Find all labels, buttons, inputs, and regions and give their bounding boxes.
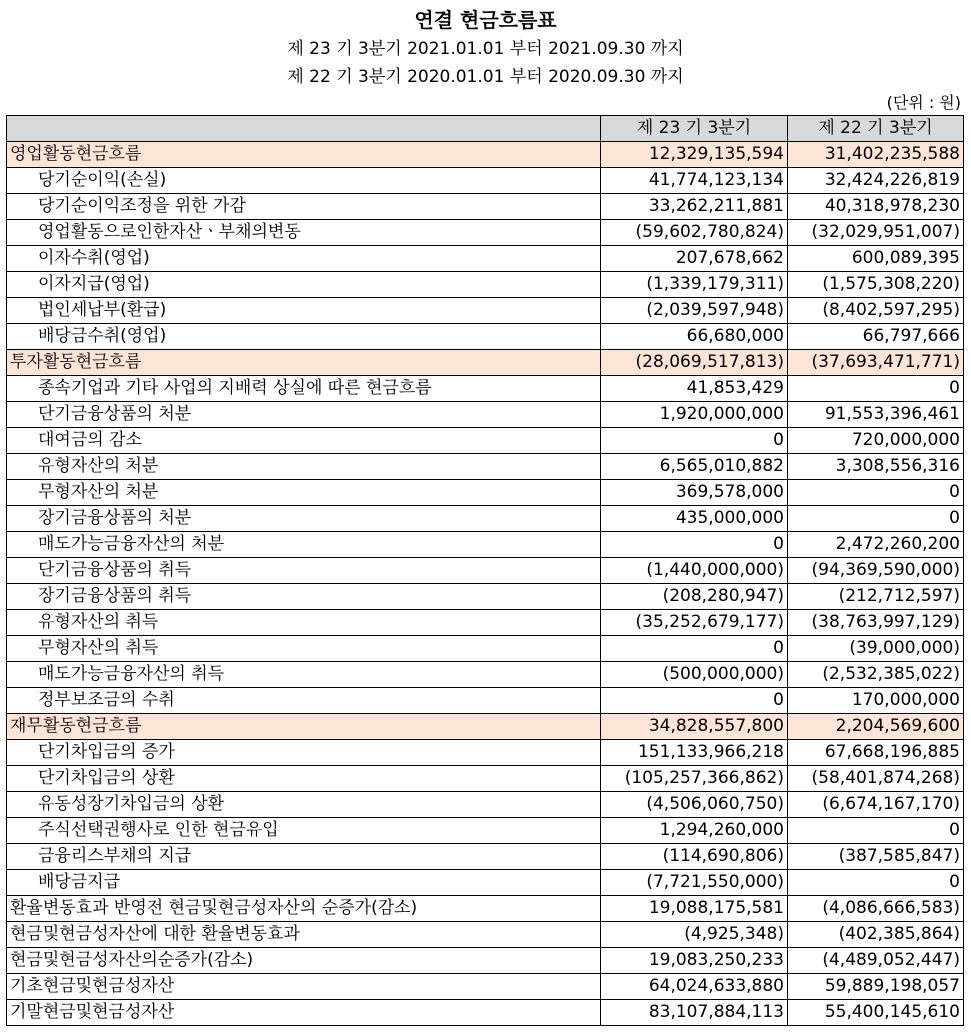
- prior-period-value: 67,668,196,885: [788, 740, 964, 766]
- prior-period-value: 91,553,396,461: [788, 402, 964, 428]
- row-label: 영업활동으로인한자산ㆍ부채의변동: [7, 220, 601, 246]
- row-label: 당기순이익조정을 위한 가감: [7, 194, 601, 220]
- row-label: 장기금융상품의 취득: [7, 584, 601, 610]
- table-header-row: [7, 116, 964, 142]
- current-period-value: 369,578,000: [601, 480, 788, 506]
- row-label: 기말현금및현금성자산: [7, 1000, 601, 1026]
- prior-period-value: 55,400,145,610: [788, 1000, 964, 1026]
- prior-period-value: 32,424,226,819: [788, 168, 964, 194]
- current-period-value: (105,257,366,862): [601, 766, 788, 792]
- prior-period-value: 31,402,235,588: [788, 142, 964, 168]
- current-period-value: 83,107,884,113: [601, 1000, 788, 1026]
- table-body: [7, 142, 964, 1026]
- row-label: 단기금융상품의 처분: [7, 402, 601, 428]
- table-row: [7, 844, 964, 870]
- prior-period-value: (38,763,997,129): [788, 610, 964, 636]
- table-row: [7, 402, 964, 428]
- current-period-value: (4,506,060,750): [601, 792, 788, 818]
- prior-period-value: (402,385,864): [788, 922, 964, 948]
- current-period-value: 19,088,175,581: [601, 896, 788, 922]
- period-current: 제 23 기 3분기 2021.01.01 부터 2021.09.30 까지: [287, 39, 684, 59]
- prior-period-value: (37,693,471,771): [788, 350, 964, 376]
- current-period-value: 66,680,000: [601, 324, 788, 350]
- current-period-value: 151,133,966,218: [601, 740, 788, 766]
- row-label: 영업활동현금흐름: [7, 142, 601, 168]
- table-row: [7, 532, 964, 558]
- table-row: [7, 324, 964, 350]
- prior-period-value: 66,797,666: [788, 324, 964, 350]
- current-period-value: 0: [601, 532, 788, 558]
- prior-period-value: (4,489,052,447): [788, 948, 964, 974]
- table-row: [7, 168, 964, 194]
- current-period-value: (500,000,000): [601, 662, 788, 688]
- current-period-value: 41,774,123,134: [601, 168, 788, 194]
- current-period-value: (2,039,597,948): [601, 298, 788, 324]
- current-period-value: (59,602,780,824): [601, 220, 788, 246]
- current-period-value: (208,280,947): [601, 584, 788, 610]
- row-label: 무형자산의 취득: [7, 636, 601, 662]
- current-period-value: 207,678,662: [601, 246, 788, 272]
- row-label: 유형자산의 처분: [7, 454, 601, 480]
- row-label: 현금및현금성자산의순증가(감소): [7, 948, 601, 974]
- row-label: 기초현금및현금성자산: [7, 974, 601, 1000]
- row-label: 당기순이익(손실): [7, 168, 601, 194]
- row-label: 장기금융상품의 처분: [7, 506, 601, 532]
- current-period-value: 64,024,633,880: [601, 974, 788, 1000]
- prior-period-value: (6,674,167,170): [788, 792, 964, 818]
- row-label: 단기금융상품의 취득: [7, 558, 601, 584]
- current-period-value: 0: [601, 688, 788, 714]
- table-row: [7, 246, 964, 272]
- header-current-period: 제 23 기 3분기: [601, 116, 788, 142]
- current-period-value: (4,925,348): [601, 922, 788, 948]
- current-period-value: (1,440,000,000): [601, 558, 788, 584]
- cash-flow-table: [6, 115, 964, 1026]
- table-row: [7, 506, 964, 532]
- current-period-value: 1,920,000,000: [601, 402, 788, 428]
- prior-period-value: 2,204,569,600: [788, 714, 964, 740]
- row-label: 투자활동현금흐름: [7, 350, 601, 376]
- current-period-value: 0: [601, 428, 788, 454]
- current-period-value: 0: [601, 636, 788, 662]
- table-row: [7, 272, 964, 298]
- header-prior-period: 제 22 기 3분기: [788, 116, 964, 142]
- table-row: [7, 688, 964, 714]
- table-row: [7, 818, 964, 844]
- row-label: 단기차입금의 상환: [7, 766, 601, 792]
- row-label: 단기차입금의 증가: [7, 740, 601, 766]
- row-label: 이자지급(영업): [7, 272, 601, 298]
- table-row: [7, 454, 964, 480]
- table-row: [7, 480, 964, 506]
- current-period-value: 1,294,260,000: [601, 818, 788, 844]
- table-row: [7, 298, 964, 324]
- table-row: [7, 584, 964, 610]
- table-row: [7, 220, 964, 246]
- prior-period-value: 0: [788, 506, 964, 532]
- statement-title: 연결 현금흐름표: [414, 8, 557, 32]
- current-period-value: 435,000,000: [601, 506, 788, 532]
- table-row: [7, 1000, 964, 1026]
- prior-period-value: 0: [788, 480, 964, 506]
- table-row: [7, 766, 964, 792]
- prior-period-value: (4,086,666,583): [788, 896, 964, 922]
- row-label: 종속기업과 기타 사업의 지배력 상실에 따른 현금흐름: [7, 376, 601, 402]
- row-label: 현금및현금성자산에 대한 환율변동효과: [7, 922, 601, 948]
- current-period-value: (114,690,806): [601, 844, 788, 870]
- prior-period-value: 0: [788, 818, 964, 844]
- period-prior: 제 22 기 3분기 2020.01.01 부터 2020.09.30 까지: [287, 67, 684, 87]
- table-row: [7, 896, 964, 922]
- table-row: [7, 558, 964, 584]
- prior-period-value: 720,000,000: [788, 428, 964, 454]
- prior-period-value: 0: [788, 376, 964, 402]
- current-period-value: 34,828,557,800: [601, 714, 788, 740]
- row-label: 유형자산의 취득: [7, 610, 601, 636]
- row-label: 배당금지급: [7, 870, 601, 896]
- unit-label: (단위 : 원): [886, 93, 961, 112]
- row-label: 주식선택권행사로 인한 현금유입: [7, 818, 601, 844]
- table-row: [7, 740, 964, 766]
- table-row: [7, 974, 964, 1000]
- table-row: [7, 376, 964, 402]
- prior-period-value: (58,401,874,268): [788, 766, 964, 792]
- table-row: [7, 870, 964, 896]
- section-row: [7, 714, 964, 740]
- current-period-value: (1,339,179,311): [601, 272, 788, 298]
- row-label: 유동성장기차입금의 상환: [7, 792, 601, 818]
- table-row: [7, 922, 964, 948]
- row-label: 대여금의 감소: [7, 428, 601, 454]
- row-label: 무형자산의 처분: [7, 480, 601, 506]
- prior-period-value: (94,369,590,000): [788, 558, 964, 584]
- prior-period-value: (1,575,308,220): [788, 272, 964, 298]
- current-period-value: 41,853,429: [601, 376, 788, 402]
- prior-period-value: (8,402,597,295): [788, 298, 964, 324]
- prior-period-value: 3,308,556,316: [788, 454, 964, 480]
- current-period-value: (7,721,550,000): [601, 870, 788, 896]
- row-label: 이자수취(영업): [7, 246, 601, 272]
- row-label: 배당금수취(영업): [7, 324, 601, 350]
- section-row: [7, 142, 964, 168]
- prior-period-value: 59,889,198,057: [788, 974, 964, 1000]
- row-label: 법인세납부(환급): [7, 298, 601, 324]
- section-row: [7, 350, 964, 376]
- prior-period-value: (2,532,385,022): [788, 662, 964, 688]
- table-row: [7, 792, 964, 818]
- prior-period-value: (387,585,847): [788, 844, 964, 870]
- table-row: [7, 662, 964, 688]
- row-label: 환율변동효과 반영전 현금및현금성자산의 순증가(감소): [7, 896, 601, 922]
- prior-period-value: 600,089,395: [788, 246, 964, 272]
- current-period-value: 19,083,250,233: [601, 948, 788, 974]
- current-period-value: (35,252,679,177): [601, 610, 788, 636]
- table-row: [7, 636, 964, 662]
- prior-period-value: (39,000,000): [788, 636, 964, 662]
- table-row: [7, 428, 964, 454]
- table-row: [7, 610, 964, 636]
- prior-period-value: 170,000,000: [788, 688, 964, 714]
- prior-period-value: (212,712,597): [788, 584, 964, 610]
- prior-period-value: (32,029,951,007): [788, 220, 964, 246]
- row-label: 정부보조금의 수취: [7, 688, 601, 714]
- current-period-value: (28,069,517,813): [601, 350, 788, 376]
- current-period-value: 33,262,211,881: [601, 194, 788, 220]
- header-item: [7, 116, 601, 142]
- current-period-value: 12,329,135,594: [601, 142, 788, 168]
- prior-period-value: 2,472,260,200: [788, 532, 964, 558]
- prior-period-value: 40,318,978,230: [788, 194, 964, 220]
- row-label: 재무활동현금흐름: [7, 714, 601, 740]
- row-label: 금융리스부채의 지급: [7, 844, 601, 870]
- prior-period-value: 0: [788, 870, 964, 896]
- table-row: [7, 194, 964, 220]
- row-label: 매도가능금융자산의 취득: [7, 662, 601, 688]
- row-label: 매도가능금융자산의 처분: [7, 532, 601, 558]
- current-period-value: 6,565,010,882: [601, 454, 788, 480]
- table-row: [7, 948, 964, 974]
